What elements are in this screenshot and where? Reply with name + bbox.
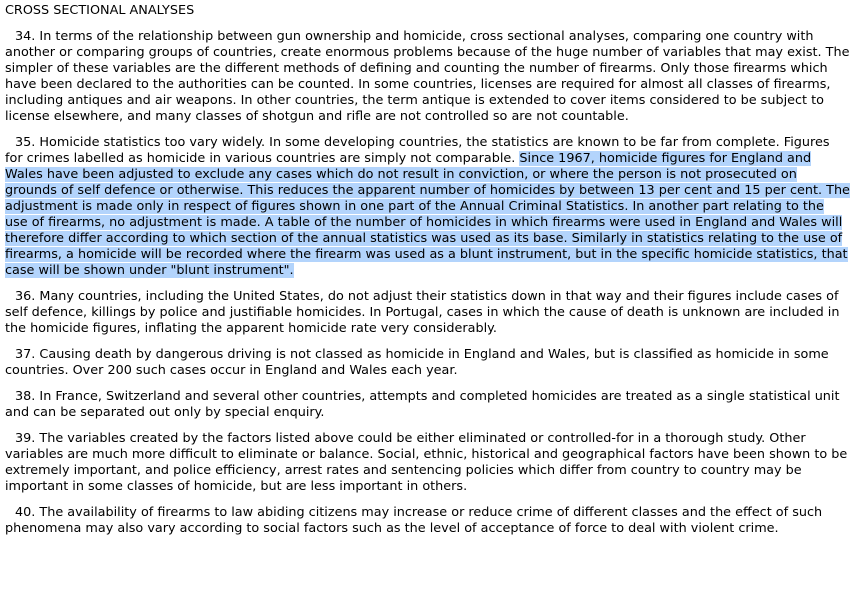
paragraph-text: 38. In France, Switzerland and several other countries, attempts and completed homicides are treated as a single statistical unit and can be separated out only by special enquiry.	[5, 389, 840, 420]
paragraph-37	[5, 347, 850, 379]
paragraph-35	[5, 135, 850, 279]
paragraph-text: 34. In terms of the relationship between gun ownership and homicide, cross sectional analyses, comparing one country with another or comparing groups of countries, create enormous problems because of the huge number of variables that may exist. The simpler of these variables are the different methods of defining and counting the number of firearms. Only those firearms which have been declared to the authorities can be counted. In some countries, licenses are required for almost all classes of firearms, including antiques and air weapons. In other countries, the term antique is extended to cover items considered to be subject to license elsewhere, and many classes of shotgun and rifle are not controlled so are not countable.	[5, 29, 850, 124]
paragraph-38	[5, 389, 850, 421]
paragraph-text: 35. Homicide statistics too vary widely. In some developing countries, the statistics are known to be far from complete. Figures for crimes labelled as homicide in various countries are simply not comparable.	[5, 135, 830, 166]
paragraph-text: 40. The availability of firearms to law abiding citizens may increase or reduce crime of different classes and the effect of such phenomena may also vary according to social factors such as the level of acceptance of force to deal with violent crime.	[5, 505, 823, 536]
paragraph-40	[5, 505, 850, 537]
paragraph-39	[5, 431, 850, 495]
paragraph-36	[5, 289, 850, 337]
selected-text-highlight[interactable]: Since 1967, homicide figures for England and Wales have been adjusted to exclude any cases which do not result in conviction, or where the person is not prosecuted on grounds of self defence or otherwise. This reduces the apparent number of homicides by between 13 per cent and 15 per cent. The adjustment is made only in respect of figures shown in one part of the Annual Criminal Statistics. In another part relating to the use of firearms, no adjustment is made. A table of the number of homicides in which firearms were used in England and Wales will therefore differ according to which section of the annual statistics was used as its base. Similarly in statistics relating to the use of firearms, a homicide will be recorded where the firearm was used as a blunt instrument, but in the specific homicide statistics, that case will be shown under "blunt instrument".	[5, 151, 850, 278]
section-heading: CROSS SECTIONAL ANALYSES	[5, 3, 195, 18]
paragraph-text: 37. Causing death by dangerous driving is not classed as homicide in England and Wales, but is classified as homicide in some countries. Over 200 such cases occur in England and Wales each year.	[5, 347, 829, 378]
paragraph-text: 36. Many countries, including the United States, do not adjust their statistics down in that way and their figures include cases of self defence, killings by police and justifiable homicides. In Portugal, cases in which the cause of death is unknown are included in the homicide figures, inflating the apparent homicide rate very considerably.	[5, 289, 840, 336]
paragraph-34	[5, 29, 850, 125]
paragraph-text: 39. The variables created by the factors listed above could be either eliminated or controlled-for in a thorough study. Other variables are much more difficult to eliminate or balance. Social, ethnic, historical and geographical factors have been shown to be extremely important, and police efficiency, arrest rates and sentencing policies which differ from country to country may be important in some classes of homicide, but are less important in others.	[5, 431, 848, 494]
